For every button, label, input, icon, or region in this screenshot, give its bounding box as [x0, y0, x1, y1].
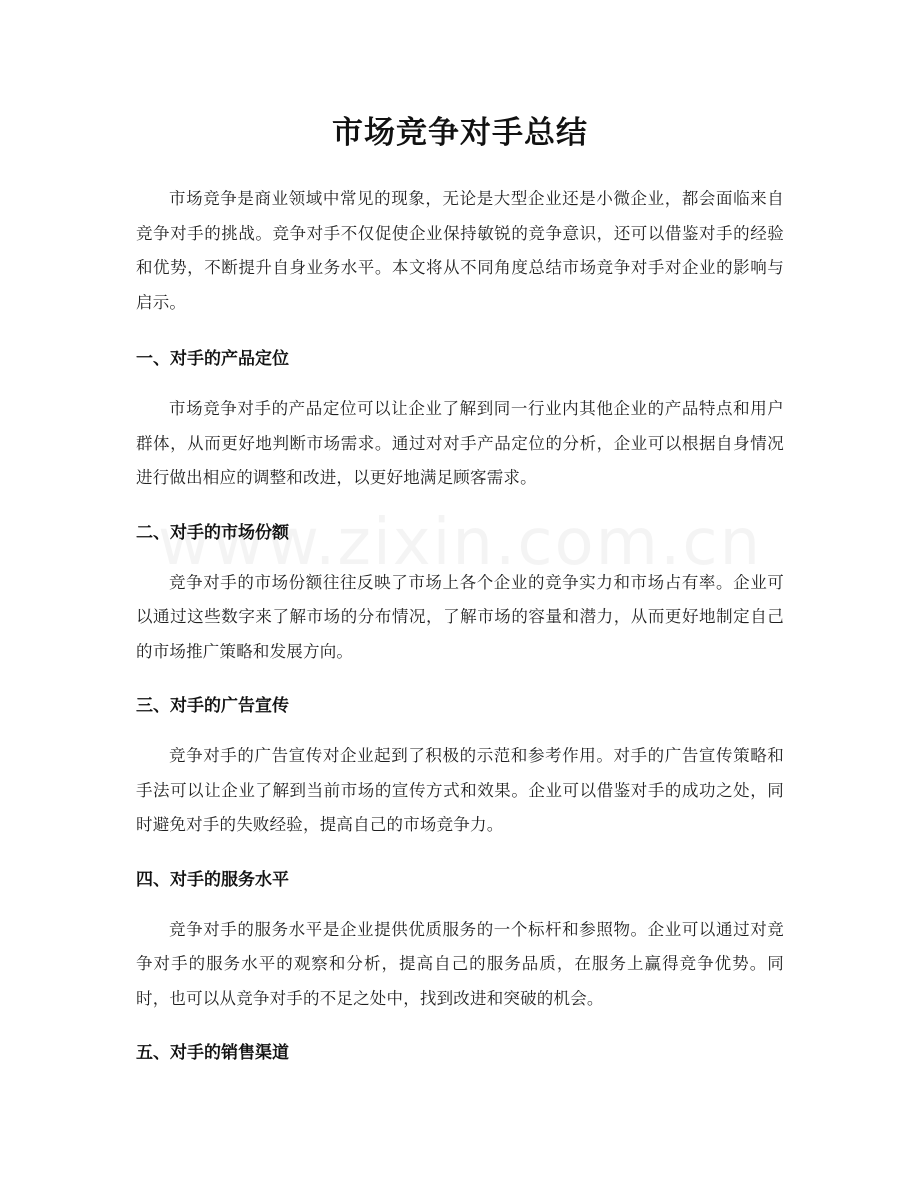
section-heading-product-positioning: 一、对手的产品定位 — [136, 349, 289, 369]
document-title: 市场竞争对手总结 — [332, 115, 588, 151]
section-body-product-positioning: 市场竞争对手的产品定位可以让企业了解到同一行业内其他企业的产品特点和用户群体，从而更好地判断市场需求。通过对对手产品定位的分析，企业可以根据自身情况进行做出相应的调整和改进，以更好地满足顾客需求。 — [136, 399, 784, 487]
intro-paragraph: 市场竞争是商业领域中常见的现象，无论是大型企业还是小微企业，都会面临来自竞争对手的挑战。竞争对手不仅促使企业保持敏锐的竞争意识，还可以借鉴对手的经验和优势，不断提升自身业务水平。本文将从不同角度总结市场竞争对手对企业的影响与启示。 — [136, 189, 784, 312]
section-heading-sales-channels: 五、对手的销售渠道 — [136, 1043, 289, 1063]
section-body-market-share: 竞争对手的市场份额往往反映了市场上各个企业的竞争实力和市场占有率。企业可以通过这些数字来了解市场的分布情况，了解市场的容量和潜力，从而更好地制定自己的市场推广策略和发展方向。 — [136, 572, 784, 661]
section-heading-advertising: 三、对手的广告宣传 — [136, 696, 289, 716]
section-body-advertising: 竞争对手的广告宣传对企业起到了积极的示范和参考作用。对手的广告宣传策略和手法可以让企业了解到当前市场的宣传方式和效果。企业可以借鉴对手的成功之处，同时避免对手的失败经验，提高自己的市场竞争力。 — [136, 746, 784, 834]
section-heading-market-share: 二、对手的市场份额 — [136, 522, 289, 543]
section-body-service-level: 竞争对手的服务水平是企业提供优质服务的一个标杆和参照物。企业可以通过对竞争对手的服务水平的观察和分析，提高自己的服务品质，在服务上赢得竞争优势。同时，也可以从竞争对手的不足之处中，找到改进和突破的机会。 — [136, 919, 784, 1008]
section-heading-service-level: 四、对手的服务水平 — [136, 869, 289, 890]
